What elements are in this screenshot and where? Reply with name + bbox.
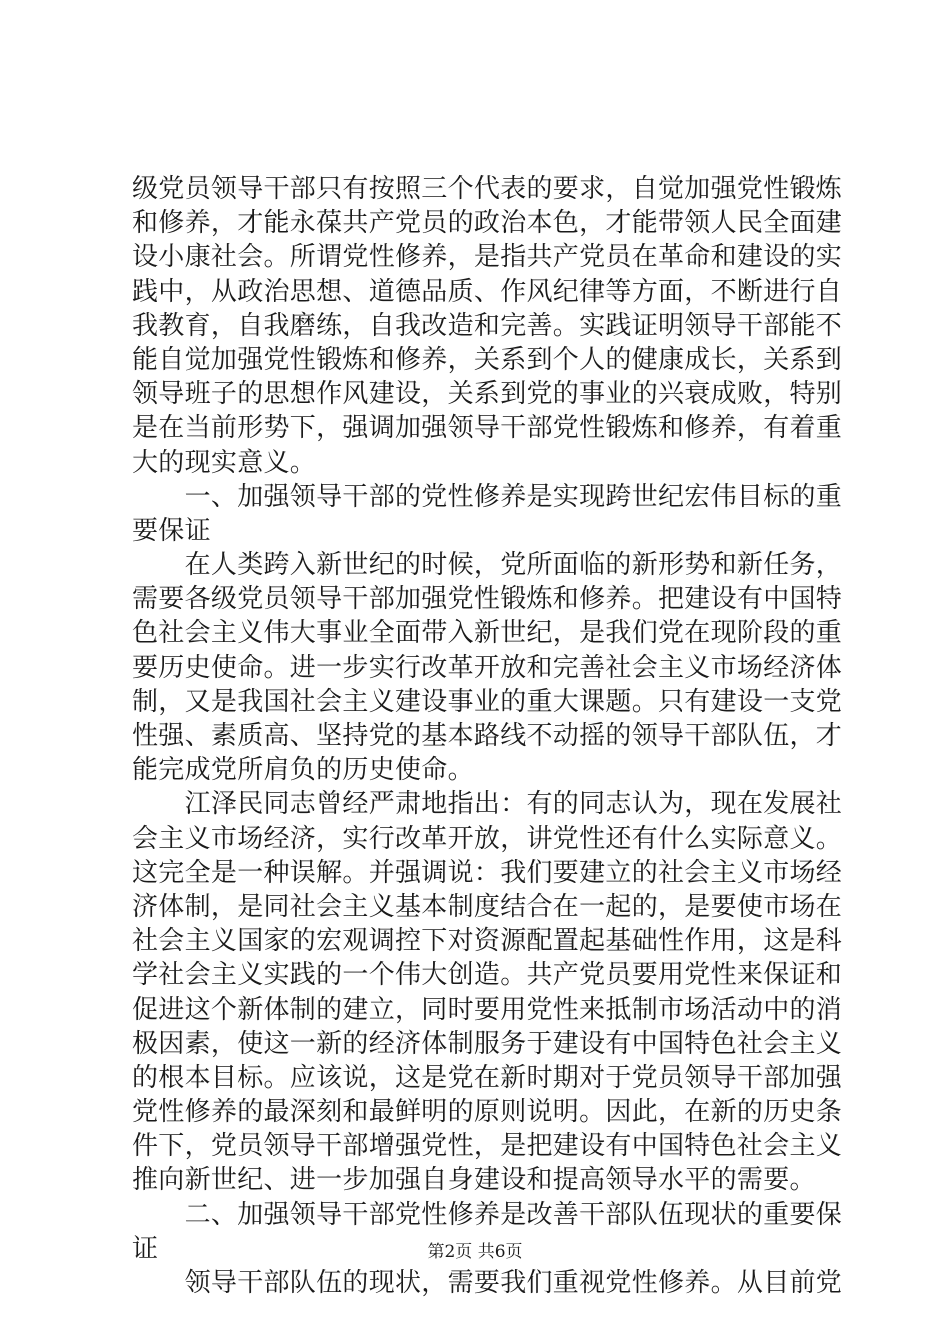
text-line: 领导干部队伍的现状，需要我们重视党性修养。从目前党: [132, 1268, 843, 1298]
text-line: 设小康社会。所谓党性修养，是指共产党员在革命和建设的实: [132, 242, 843, 273]
text-line: 领导班子的思想作风建设，关系到党的事业的兴衰成败，特别: [132, 379, 843, 410]
document-body: [132, 172, 843, 1300]
text-line: 件下，党员领导干部增强党性，是把建设有中国特色社会主义: [132, 1131, 843, 1162]
text-line: 能完成党所肩负的历史使命。: [132, 755, 474, 786]
text-line: 是在当前形势下，强调加强领导干部党性锻炼和修养，有着重: [132, 413, 843, 444]
text-line: 践中，从政治思想、道德品质、作风纪律等方面，不断进行自: [132, 276, 843, 307]
text-line: 这完全是一种误解。并强调说：我们要建立的社会主义市场经: [132, 857, 843, 888]
text-line: 社会主义国家的宏观调控下对资源配置起基础性作用，这是科: [132, 926, 843, 957]
text-line: 推向新世纪、进一步加强自身建设和提高领导水平的需要。: [132, 1165, 816, 1196]
text-line: 我教育，自我磨练，自我改造和完善。实践证明领导干部能不: [132, 310, 843, 341]
text-line: 要保证: [132, 515, 211, 546]
text-line: 会主义市场经济，实行改革开放，讲党性还有什么实际意义。: [132, 823, 843, 854]
text-line: 性强、素质高、坚持党的基本路线不动摇的领导干部队伍，才: [132, 721, 843, 751]
text-line: 极因素，使这一新的经济体制服务于建设有中国特色社会主义: [132, 1028, 843, 1059]
text-line: 能自觉加强党性锻炼和修养，关系到个人的健康成长，关系到: [132, 344, 843, 375]
text-line: 的根本目标。应该说，这是党在新时期对于党员领导干部加强: [132, 1062, 843, 1093]
text-line: 党性修养的最深刻和最鲜明的原则说明。因此，在新的历史条: [132, 1097, 843, 1128]
text-line: 需要各级党员领导干部加强党性锻炼和修养。把建设有中国特: [132, 584, 843, 615]
text-line: 学社会主义实践的一个伟大创造。共产党员要用党性来保证和: [132, 960, 843, 991]
text-line: 证: [132, 1233, 159, 1264]
text-line: 江泽民同志曾经严肃地指出：有的同志认为，现在发展社: [132, 789, 843, 820]
text-line: 级党员领导干部只有按照三个代表的要求，自觉加强党性锻炼: [132, 174, 843, 204]
text-line: 促进这个新体制的建立，同时要用党性来抵制市场活动中的消: [132, 994, 843, 1025]
text-line: 制，又是我国社会主义建设事业的重大课题。只有建设一支党: [132, 686, 843, 717]
text-line: 和修养，才能永葆共产党员的政治本色，才能带领人民全面建: [132, 208, 843, 239]
text-line: 色社会主义伟大事业全面带入新世纪，是我们党在现阶段的重: [132, 618, 843, 649]
text-line: 在人类跨入新世纪的时候，党所面临的新形势和新任务，: [132, 550, 843, 581]
text-line: 一、加强领导干部的党性修养是实现跨世纪宏伟目标的重: [132, 481, 843, 512]
text-line: 二、加强领导干部党性修养是改善干部队伍现状的重要保: [132, 1199, 843, 1230]
page-footer: 第2页 共6页: [427, 1242, 523, 1262]
text-line: 要历史使命。进一步实行改革开放和完善社会主义市场经济体: [132, 652, 843, 683]
text-line: 济体制，是同社会主义基本制度结合在一起的，是要使市场在: [132, 891, 843, 922]
text-line: 大的现实意义。: [132, 447, 317, 478]
